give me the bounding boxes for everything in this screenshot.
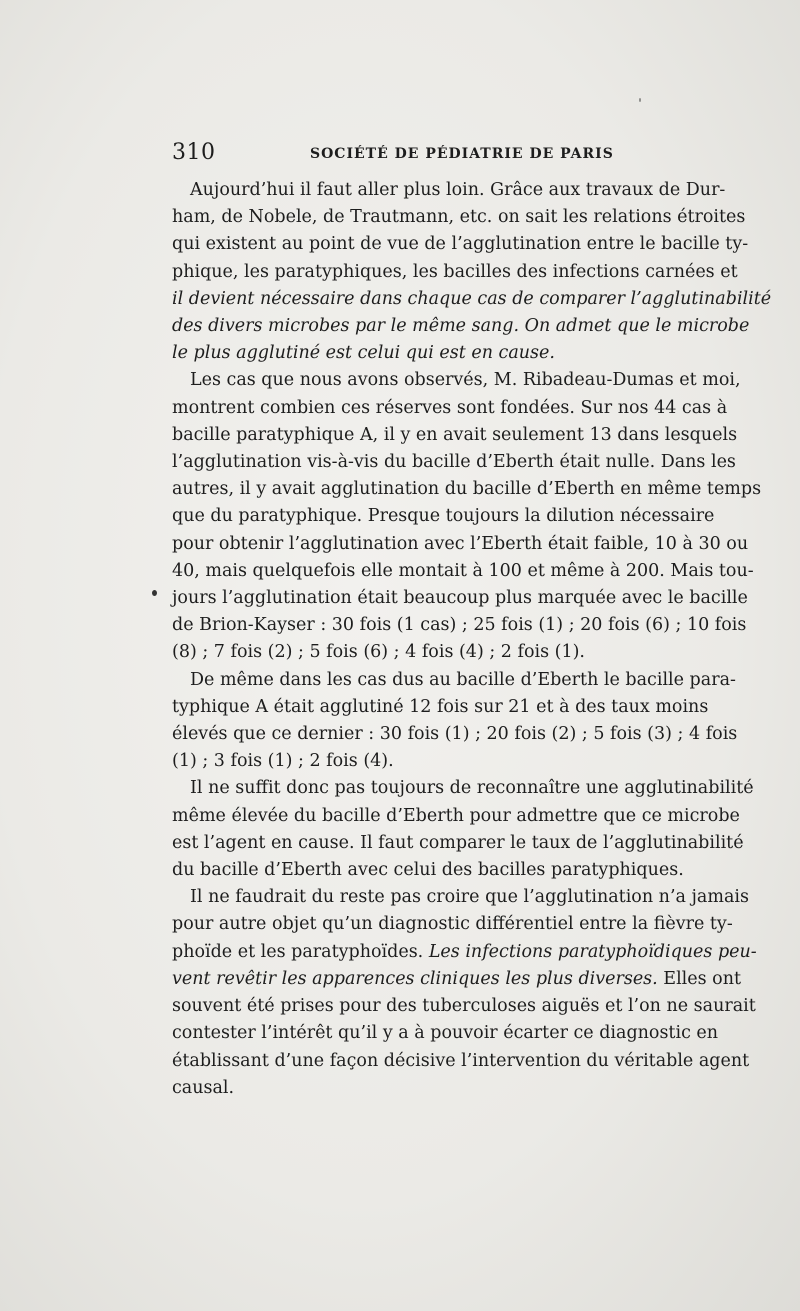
text-line <box>172 340 589 367</box>
text-segment: pour autre objet qu’un diagnostic différentiel entre la fièvre ty- <box>172 914 733 935</box>
text-line <box>172 748 589 775</box>
text-segment: montrent combien ces réserves sont fondées. Sur nos 44 cas à <box>172 397 728 418</box>
text-segment: du bacille d’Eberth avec celui des bacilles paratyphiques. <box>172 860 684 881</box>
text-line <box>172 721 738 748</box>
text-line <box>172 911 733 938</box>
text-line <box>172 204 746 231</box>
ink-speck <box>639 98 641 102</box>
text-line <box>172 395 728 422</box>
paragraph <box>172 884 757 1102</box>
text-segment: phique, les paratyphiques, les bacilles des infections carnées et <box>172 261 738 282</box>
text-segment: typhique A était agglutiné 12 fois sur 21 et à des taux moins <box>172 696 709 717</box>
text-segment: De même dans les cas dus au bacille d’Eberth le bacille para- <box>190 669 736 690</box>
text-line <box>172 286 772 313</box>
text-segment: causal. <box>172 1077 235 1098</box>
italic-text: Les infections paratyphoïdiques peu- <box>428 941 757 962</box>
text-line <box>172 259 738 286</box>
text-segment: ham, de Nobele, de Trautmann, etc. on sait les relations étroites <box>172 207 746 228</box>
text-line <box>172 503 715 530</box>
page-number: 310 <box>172 140 216 165</box>
text-segment: Aujourd’hui il faut aller plus loin. Grâce aux travaux de Dur- <box>190 180 726 200</box>
text-segment: jours l’agglutination était beaucoup plus marquée avec le bacille <box>172 588 748 609</box>
text-segment: établissant d’une façon décisive l’intervention du véritable agent <box>172 1050 750 1071</box>
text-line <box>172 476 762 503</box>
text-line <box>172 775 754 802</box>
text-line <box>172 558 754 585</box>
italic-text: le plus agglutiné est celui qui est en cause. <box>172 343 555 364</box>
text-line <box>172 803 740 830</box>
text-line <box>172 531 749 558</box>
text-segment: élevés que ce dernier : 30 fois (1) ; 20 fois (2) ; 5 fois (3) ; 4 fois <box>172 724 738 745</box>
paragraph <box>172 367 762 666</box>
text-segment: bacille paratyphique A, il y en avait seulement 13 dans lesquels <box>172 424 738 445</box>
text-line <box>172 313 750 340</box>
text-segment: phoïde et les paratyphoïdes. <box>172 941 429 962</box>
text-line <box>172 1075 589 1102</box>
text-segment: même élevée du bacille d’Eberth pour admettre que ce microbe <box>172 805 740 826</box>
text-line <box>172 966 742 993</box>
ink-speck <box>152 590 157 596</box>
text-segment: Il ne suffit donc pas toujours de reconnaître une agglutinabilité <box>190 778 754 799</box>
text-line <box>172 422 738 449</box>
paragraph <box>172 667 738 776</box>
text-line <box>172 857 684 884</box>
text-segment: pour obtenir l’agglutination avec l’Eberth était faible, 10 à 30 ou <box>172 533 749 554</box>
paragraph <box>172 775 754 884</box>
text-line <box>172 231 749 258</box>
italic-text: des divers microbes par le même sang. <box>172 316 520 337</box>
text-line <box>172 612 747 639</box>
italic-text: il devient nécessaire dans chaque cas de comparer l’agglutinabilité <box>172 288 772 309</box>
text-segment: Il ne faudrait du reste pas croire que l’agglutination n’a jamais <box>190 887 749 908</box>
text-segment: 40, mais quelquefois elle montait à 100 et même à 200. Mais tou- <box>172 560 754 581</box>
text-segment: qui existent au point de vue de l’agglutination entre le bacille ty- <box>172 234 749 255</box>
text-segment: que du paratyphique. Presque toujours la dilution nécessaire <box>172 506 715 527</box>
text-line <box>172 884 749 911</box>
text-segment: de Brion-Kayser : 30 fois (1 cas) ; 25 fois (1) ; 20 fois (6) ; 10 fois <box>172 615 747 636</box>
text-line <box>172 585 748 612</box>
italic-text: vent revêtir les apparences cliniques les plus diverses. <box>172 968 658 989</box>
text-segment: (1) ; 3 fois (1) ; 2 fois (4). <box>172 751 394 772</box>
text-segment: autres, il y avait agglutination du bacille d’Eberth en même temps <box>172 479 762 500</box>
text-line <box>172 993 756 1020</box>
text-line <box>172 177 726 204</box>
text-segment: l’agglutination vis-à-vis du bacille d’Eberth était nulle. Dans les <box>172 452 736 473</box>
text-segment: contester l’intérêt qu’il y a à pouvoir écarter ce diagnostic en <box>172 1023 719 1044</box>
running-head <box>172 140 614 170</box>
journal-title: SOCIÉTÉ DE PÉDIATRIE DE PARIS <box>310 146 614 162</box>
text-line <box>172 694 709 721</box>
text-line <box>172 667 736 694</box>
text-line <box>172 639 589 666</box>
text-line <box>172 1048 750 1075</box>
italic-text: On admet que le microbe <box>524 316 750 337</box>
text-segment: (8) ; 7 fois (2) ; 5 fois (6) ; 4 fois (4) ; 2 fois (1). <box>172 642 585 663</box>
text-line <box>172 939 757 966</box>
text-line <box>172 1020 719 1047</box>
text-line <box>172 367 741 394</box>
text-segment: Les cas que nous avons observés, M. Ribadeau-Dumas et moi, <box>190 370 741 391</box>
text-line <box>172 830 744 857</box>
text-segment: est l’agent en cause. Il faut comparer le taux de l’agglutinabilité <box>172 832 744 853</box>
text-segment: souvent été prises pour des tuberculoses aiguës et l’on ne saurait <box>172 996 756 1017</box>
paragraph <box>172 177 772 367</box>
body-text <box>172 177 772 1102</box>
text-line <box>172 449 736 476</box>
text-segment: Elles ont <box>657 968 742 989</box>
